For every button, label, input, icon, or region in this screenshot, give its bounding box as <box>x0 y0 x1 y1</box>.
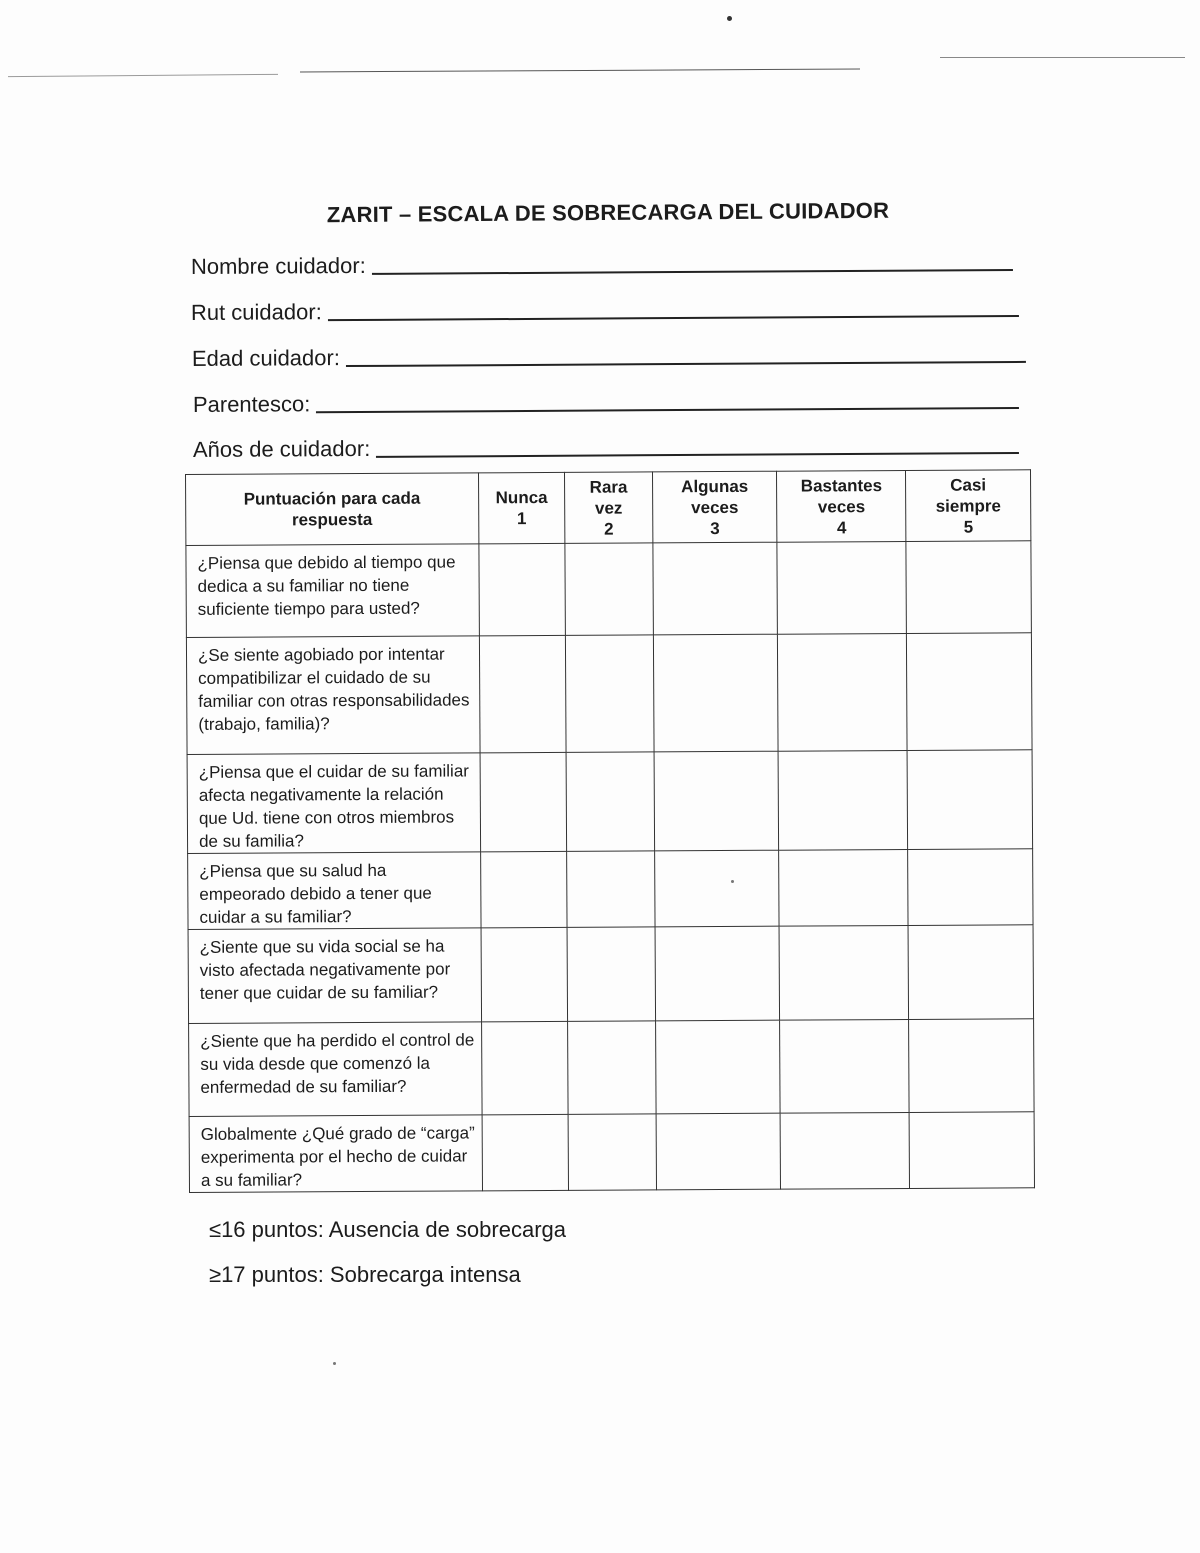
years-caregiving-field[interactable] <box>193 432 1019 463</box>
scan-speck <box>333 1362 336 1365</box>
option-score: 2 <box>603 519 614 539</box>
answer-box-sometimes[interactable] <box>653 542 778 635</box>
option-score: 5 <box>963 517 974 537</box>
table-header-row <box>186 470 1031 546</box>
answer-box-rarely[interactable] <box>568 1114 656 1190</box>
caregiver-name-field[interactable] <box>191 249 1013 280</box>
scoring-note-intense: ≥17 puntos: Sobrecarga intensa <box>209 1262 521 1287</box>
option-label: Casi siempre <box>935 475 1001 516</box>
table-row <box>189 1019 1035 1117</box>
option-header-never <box>478 472 565 543</box>
option-label: Rara vez <box>589 477 628 518</box>
answer-box-almost-always[interactable] <box>906 541 1031 634</box>
answer-box-sometimes[interactable] <box>654 751 779 851</box>
answer-box-almost-always[interactable] <box>907 633 1032 751</box>
answer-box-quite-often[interactable] <box>780 925 909 1020</box>
option-label: Algunas veces <box>681 476 749 517</box>
scan-artifact-line <box>940 57 1185 58</box>
answer-box-sometimes[interactable] <box>655 1020 780 1114</box>
answer-box-almost-always[interactable] <box>908 849 1033 926</box>
relationship-field[interactable] <box>193 387 1019 418</box>
answer-box-never[interactable] <box>479 635 566 752</box>
caregiver-age-label: Edad cuidador: <box>191 345 340 372</box>
answer-box-never[interactable] <box>480 851 567 927</box>
answer-box-almost-always[interactable] <box>909 1112 1034 1189</box>
question-text: ¿Se siente agobiado por intentar compatibilizar el cuidado de su familiar con otras responsabilidades (trabajo, familia)? <box>186 636 479 755</box>
answer-box-quite-often[interactable] <box>781 1112 910 1189</box>
years-caregiving-label: Años de cuidador: <box>192 435 371 463</box>
answer-box-rarely[interactable] <box>566 635 654 752</box>
question-text: Globalmente ¿Qué grado de “carga” experimenta por el hecho de cuidar a su familiar? <box>189 1115 482 1193</box>
scan-artifact-line <box>8 74 278 77</box>
question-text: ¿Piensa que debido al tiempo que dedica a su familiar no tiene suficiente tiempo para usted? <box>186 544 479 638</box>
answer-box-sometimes[interactable] <box>654 850 779 927</box>
answer-box-never[interactable] <box>482 1114 569 1190</box>
relationship-label: Parentesco: <box>192 391 311 418</box>
caregiver-age-field[interactable] <box>192 341 1026 372</box>
caregiver-rut-field[interactable] <box>191 295 1019 326</box>
option-score: 4 <box>836 517 847 537</box>
option-score: 1 <box>516 509 527 529</box>
scan-speck <box>731 880 734 883</box>
answer-box-quite-often[interactable] <box>779 849 908 926</box>
option-score: 3 <box>710 518 720 538</box>
option-header-sometimes <box>652 471 777 543</box>
answer-box-sometimes[interactable] <box>655 926 780 1021</box>
option-header-almost-always <box>906 470 1031 542</box>
answer-box-rarely[interactable] <box>568 1021 656 1114</box>
answer-box-rarely[interactable] <box>567 851 655 927</box>
caregiver-age-blank[interactable] <box>346 360 1026 367</box>
years-caregiving-blank[interactable] <box>376 451 1019 458</box>
score-header: Puntuación para cada respuesta <box>186 473 479 546</box>
table-row <box>189 1112 1034 1193</box>
answer-box-never[interactable] <box>481 927 568 1021</box>
scan-artifact-line <box>300 69 860 73</box>
table-row <box>186 633 1032 755</box>
zarit-scale-table <box>185 469 1035 1193</box>
scan-artifact-dot <box>727 16 732 21</box>
answer-box-never[interactable] <box>479 543 566 635</box>
answer-box-rarely[interactable] <box>565 543 653 635</box>
caregiver-name-label: Nombre cuidador: <box>190 252 366 280</box>
relationship-blank[interactable] <box>316 406 1019 413</box>
option-header-quite-often <box>777 470 906 542</box>
option-label: Nunca <box>495 487 548 508</box>
answer-box-quite-often[interactable] <box>779 750 908 850</box>
answer-box-sometimes[interactable] <box>656 1113 781 1190</box>
answer-box-almost-always[interactable] <box>908 925 1033 1020</box>
answer-box-rarely[interactable] <box>567 927 655 1021</box>
answer-box-rarely[interactable] <box>566 752 654 851</box>
option-header-rarely <box>565 472 653 543</box>
caregiver-rut-label: Rut cuidador: <box>190 299 322 326</box>
option-label: Bastantes veces <box>800 475 883 516</box>
form-title: ZARIT – ESCALA DE SOBRECARGA DEL CUIDADOR <box>326 197 890 228</box>
answer-box-never[interactable] <box>480 752 567 851</box>
zarit-table-wrapper <box>185 469 1035 1193</box>
question-text: ¿Siente que ha perdido el control de su vida desde que comenzó la enfermedad de su familiar? <box>189 1022 482 1117</box>
answer-box-quite-often[interactable] <box>780 1019 909 1113</box>
caregiver-name-blank[interactable] <box>372 268 1013 275</box>
question-text: ¿Piensa que su salud ha empeorado debido a tener que cuidar a su familiar? <box>188 852 481 930</box>
table-row <box>186 541 1032 638</box>
answer-box-quite-often[interactable] <box>777 541 906 634</box>
answer-box-quite-often[interactable] <box>778 633 907 751</box>
scoring-note-absence: ≤16 puntos: Ausencia de sobrecarga <box>209 1217 566 1242</box>
question-text: ¿Siente que su vida social se ha visto afectada negativamente por tener que cuidar de su familiar? <box>188 928 481 1024</box>
caregiver-rut-blank[interactable] <box>328 314 1019 321</box>
question-text: ¿Piensa que el cuidar de su familiar afecta negativamente la relación que Ud. tiene con otros miembros de su familia? <box>187 753 480 854</box>
table-row <box>187 750 1033 854</box>
answer-box-sometimes[interactable] <box>653 634 778 752</box>
answer-box-almost-always[interactable] <box>907 750 1032 850</box>
answer-box-almost-always[interactable] <box>909 1019 1034 1113</box>
answer-box-never[interactable] <box>481 1021 568 1114</box>
table-row <box>188 925 1034 1024</box>
table-row <box>188 849 1033 930</box>
